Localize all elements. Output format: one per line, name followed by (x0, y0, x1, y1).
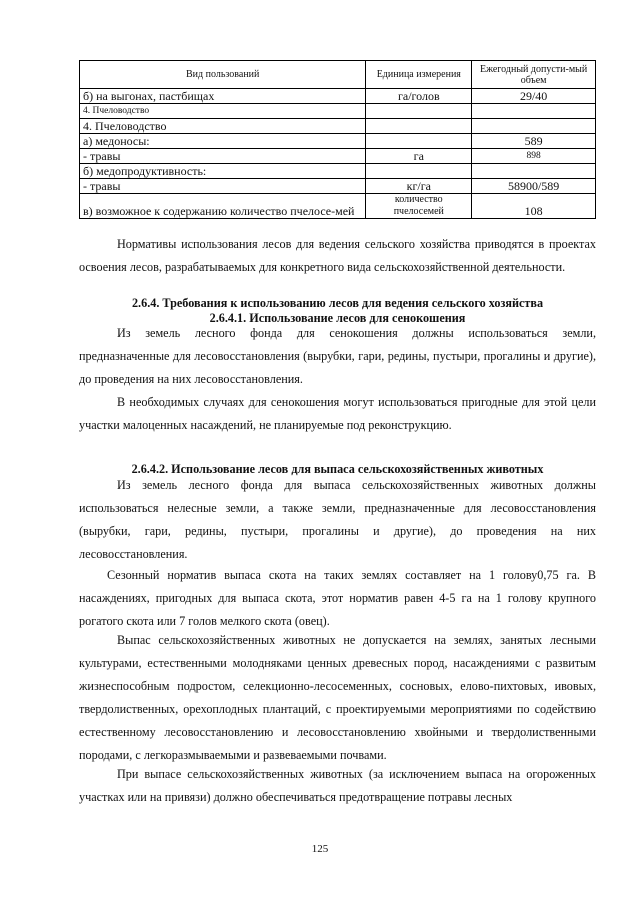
paragraph-text: Из земель лесного фонда для выпаса сельскохозяйственных животных должны использоваться нелесные земли, а также земли, предназначенные для лесовосстановления (вырубки, гари, редины, пустыри, прогалины и другие), до проведения на них лесовосстановления. (79, 478, 596, 561)
table-row (80, 104, 596, 119)
subheading-title: 2.6.4.1. Использование лесов для сенокошения (209, 311, 466, 325)
cell-unit: га (366, 149, 472, 164)
paragraph-text: Из земель лесного фонда для сенокошения должны использоваться земли, предназначенные для лесовосстановления (вырубки, гари, редины, пустыри, прогалины и другие), до проведения на них лесовосстановления. (79, 326, 596, 386)
cell-unit (366, 119, 472, 134)
header-unit: Единица измерения (366, 61, 472, 89)
table-row (80, 119, 596, 134)
cell-unit: га/голов (366, 89, 472, 104)
paragraph-grazing-prevention (79, 763, 596, 809)
paragraph-grazing-prohibited (79, 629, 596, 767)
header-annual-volume: Ежегодный допусти-мый объем (472, 61, 596, 89)
cell-usage-type: - травы (80, 179, 366, 194)
cell-unit: кг/га (366, 179, 472, 194)
cell-volume (472, 119, 596, 134)
paragraph-grazing-norm (79, 564, 596, 633)
cell-volume: 29/40 (472, 89, 596, 104)
page-number: 125 (311, 843, 329, 855)
cell-usage-type: в) возможное к содержанию количество пчелосе-мей (80, 194, 366, 219)
cell-usage-type: б) на выгонах, пастбищах (80, 89, 366, 104)
cell-usage-type: 4. Пчеловодство (80, 119, 366, 134)
forest-usage-table (79, 60, 596, 219)
table-header-row (80, 61, 596, 89)
cell-volume: 108 (472, 194, 596, 219)
heading-title: 2.6.4. Требования к использованию лесов для ведения сельского хозяйства (131, 296, 544, 310)
paragraph-haymaking-lands (79, 322, 596, 391)
paragraph-text: Нормативы использования лесов для ведения сельского хозяйства приводятся в проектах освоения лесов, разрабатываемых для конкретного вида сельскохозяйственной деятельности. (79, 237, 596, 274)
paragraph-haymaking-stands (79, 391, 596, 437)
cell-usage-type: а) медоносы: (80, 134, 366, 149)
cell-unit (366, 164, 472, 179)
cell-usage-type: - травы (80, 149, 366, 164)
table-row (80, 164, 596, 179)
cell-unit (366, 104, 472, 119)
table-row (80, 89, 596, 104)
cell-volume: 589 (472, 134, 596, 149)
table-row (80, 194, 596, 219)
cell-volume (472, 104, 596, 119)
table-row (80, 134, 596, 149)
header-usage-type: Вид пользований (80, 61, 366, 89)
cell-volume (472, 164, 596, 179)
cell-usage-type: б) медопродуктивность: (80, 164, 366, 179)
cell-unit: количество пчелосемей (366, 194, 472, 219)
paragraph-text: Выпас сельскохозяйственных животных не допускается на землях, занятых лесными культурами, естественными молодняками ценных древесных пород, насаждениями с развитым жизнеспособным подростом, селекционно-лесосеменных, сосновых, елово-пихтовых, ивовых, твердолиственных, орехоплодных плантаций, с проектируемыми мероприятиями по содействию естественному лесовосстановлению и лесовосстановлению хвойными и твердолиственными породами, с легкоразмываемыми и развеваемыми почвами. (79, 633, 596, 762)
heading-title: 2.6.4.2. Использование лесов для выпаса сельскохозяйственных животных (131, 462, 544, 476)
table-row (80, 179, 596, 194)
paragraph-text: Сезонный норматив выпаса скота на таких землях составляет на 1 голову0,75 га. В насаждениях, пригодных для выпаса скота, этот норматив равен 4-5 га на 1 голову крупного рогатого скота или 7 голов мелкого скота (овец). (79, 568, 596, 628)
cell-unit (366, 134, 472, 149)
table-row (80, 149, 596, 164)
cell-usage-type: 4. Пчеловодство (80, 104, 366, 119)
paragraph-text: В необходимых случаях для сенокошения могут использоваться пригодные для этой цели участки малоценных насаждений, не планируемые под реконструкцию. (79, 395, 596, 432)
paragraph-norms (79, 233, 596, 279)
cell-volume: 58900/589 (472, 179, 596, 194)
paragraph-grazing-lands (79, 474, 596, 566)
paragraph-text: При выпасе сельскохозяйственных животных (за исключением выпаса на огороженных участках или на привязи) должно обеспечиваться предотвращение потравы лесных (79, 767, 596, 804)
cell-volume: 898 (472, 149, 596, 164)
